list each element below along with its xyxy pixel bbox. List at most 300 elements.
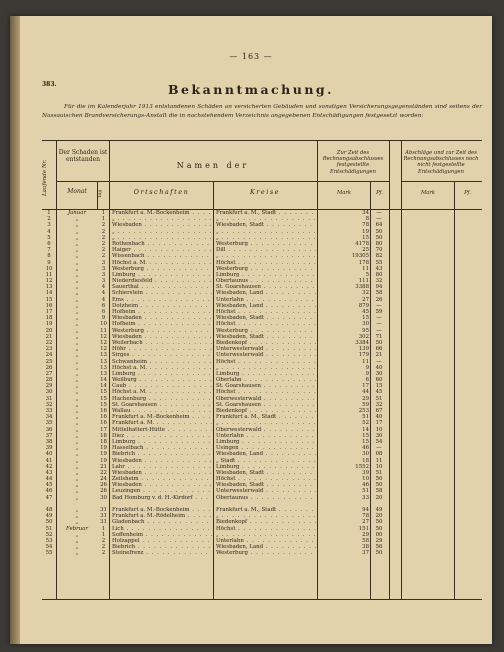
- cell-tag: 2: [101, 240, 106, 247]
- cell-ort: Sauerthal . . .: [112, 284, 212, 290]
- cell-pf: 80: [375, 271, 383, 278]
- cell-ort: Steinefrenz . . .: [112, 550, 212, 556]
- cell-tag: 6: [101, 302, 106, 309]
- cell-monat: „: [75, 488, 79, 495]
- cell-mark: 111: [358, 278, 369, 285]
- cell-lfd: 3: [47, 222, 51, 229]
- cell-lfd: 5: [47, 234, 51, 241]
- cell-lfd: 48: [45, 507, 53, 513]
- cell-pf: 50: [375, 482, 383, 489]
- cell-pf: 00: [375, 531, 383, 538]
- cell-monat: „: [75, 284, 79, 291]
- cell-mark: 39: [362, 469, 369, 476]
- cell-lfd: 26: [45, 364, 53, 371]
- cell-tag: 2: [101, 247, 106, 254]
- cell-ort: „ . . .: [112, 235, 212, 241]
- cell-kreis: Höchst . . .: [216, 321, 316, 327]
- header-kreise: Kreise: [249, 188, 281, 196]
- cell-pf: 50: [375, 519, 383, 526]
- cell-mark: 9: [365, 370, 369, 377]
- cell-tag: 1: [101, 216, 106, 223]
- cell-mark: 46: [362, 482, 369, 489]
- cell-monat: „: [75, 333, 79, 340]
- cell-ort: Westerburg . . .: [112, 328, 212, 334]
- cell-pf: 30: [375, 370, 383, 377]
- cell-pf: 45: [375, 389, 383, 396]
- cell-mark: 15: [362, 432, 369, 439]
- cell-tag: 26: [100, 488, 107, 495]
- cell-monat: „: [75, 339, 79, 346]
- cell-ort: Sirges . . .: [112, 352, 212, 358]
- cell-lfd: 29: [45, 383, 53, 390]
- cell-tag: 1: [101, 531, 106, 538]
- cell-pf: —: [376, 302, 382, 309]
- cell-kreis: Limburg . . .: [216, 272, 316, 278]
- cell-tag: 2: [101, 222, 106, 229]
- cell-mark: 37: [362, 550, 369, 557]
- cell-tag: 4: [101, 290, 106, 297]
- cell-kreis: Wiesbaden, Land . . .: [216, 451, 316, 457]
- cell-pf: 56: [375, 544, 383, 551]
- cell-mark: 95: [362, 327, 369, 334]
- cell-kreis: Wiesbaden, Stadt . . .: [216, 470, 316, 476]
- cell-ort: Leuzingen . . .: [112, 488, 212, 494]
- cell-mark: 11: [362, 265, 369, 272]
- cell-monat: „: [75, 420, 79, 427]
- cell-pf: 40: [375, 364, 383, 371]
- cell-lfd: 2: [47, 216, 51, 223]
- cell-kreis: Limburg . . .: [216, 371, 316, 377]
- cell-pf: 20: [375, 513, 383, 520]
- cell-mark: 29: [362, 531, 369, 538]
- cell-ort: Holzappel . . .: [112, 538, 212, 544]
- cell-ort: Dotzheim . . .: [112, 303, 212, 309]
- cell-kreis: St. Goarshausen . . .: [216, 402, 316, 408]
- cell-pf: 32: [375, 278, 383, 285]
- cell-ort: Frankfurt a. M.-Bockenheim . . .: [112, 414, 212, 420]
- cell-mark: 10: [362, 476, 369, 483]
- cell-ort: „ . . .: [112, 216, 212, 222]
- cell-ort: Gladenbach . . .: [112, 519, 212, 525]
- cell-pf: 60: [375, 377, 383, 384]
- cell-pf: 49: [375, 507, 383, 513]
- cell-lfd: 49: [45, 513, 53, 520]
- cell-pf: 50: [375, 234, 383, 241]
- cell-lfd: 10: [45, 265, 53, 272]
- cell-monat: „: [75, 259, 79, 266]
- cell-mark: 78: [362, 222, 369, 229]
- cell-lfd: 1: [47, 210, 51, 216]
- cell-monat: „: [75, 476, 79, 483]
- cell-kreis: „ . . .: [216, 532, 316, 538]
- cell-kreis: Höchst . . .: [216, 526, 316, 532]
- cell-lfd: 52: [45, 531, 53, 538]
- cell-tag: 26: [100, 482, 107, 489]
- cell-mark: 302: [358, 333, 369, 340]
- cell-monat: Februar: [66, 525, 88, 532]
- cell-tag: 3: [101, 271, 106, 278]
- cell-pf: 70: [375, 247, 383, 254]
- cell-tag: 15: [100, 395, 107, 402]
- cell-tag: 1: [101, 525, 106, 532]
- cell-mark: 30: [362, 321, 369, 328]
- cell-mark: 139: [358, 346, 369, 353]
- cell-ort: Wallau . . .: [112, 408, 212, 414]
- cell-kreis: „ . . .: [216, 513, 316, 519]
- cell-ort: Biebrich . . .: [112, 451, 212, 457]
- cell-ort: Hofheim . . .: [112, 321, 212, 327]
- cell-monat: „: [75, 321, 79, 328]
- cell-kreis: Limburg . . .: [216, 464, 316, 470]
- header-abschlag: Abschläge und zur Zeit des Rechnungsabschlusses noch nicht festgestellte Entschädigungen: [403, 150, 479, 175]
- cell-mark: 18: [362, 457, 369, 464]
- cell-tag: 18: [100, 438, 107, 445]
- table-row: [42, 550, 482, 556]
- cell-lfd: 30: [45, 389, 53, 396]
- cell-tag: 24: [100, 476, 107, 483]
- compensation-table: [42, 140, 482, 600]
- cell-pf: 55: [375, 259, 383, 266]
- cell-lfd: 11: [45, 271, 53, 278]
- cell-ort: Niederdiesfeld . . .: [112, 278, 212, 284]
- cell-lfd: 54: [45, 544, 53, 551]
- cell-lfd: 15: [45, 296, 53, 303]
- cell-pf: 51: [375, 469, 383, 476]
- cell-ort: „ . . .: [112, 229, 212, 235]
- header-lfd: Laufende Nr.: [42, 159, 48, 197]
- header-rule: [57, 181, 109, 182]
- cell-monat: „: [75, 494, 79, 501]
- cell-kreis: Usingen . . .: [216, 445, 316, 451]
- cell-pf: 40: [375, 414, 383, 421]
- cell-monat: „: [75, 302, 79, 309]
- cell-lfd: 16: [45, 302, 53, 309]
- cell-tag: 17: [100, 426, 107, 433]
- cell-lfd: 33: [45, 408, 53, 414]
- cell-lfd: 27: [45, 370, 53, 377]
- cell-mark: 30: [362, 451, 369, 458]
- cell-ort: Wiesbaden . . .: [112, 458, 212, 464]
- cell-pf: 50: [375, 476, 383, 483]
- cell-monat: „: [75, 383, 79, 390]
- cell-tag: 9: [101, 315, 106, 322]
- cell-lfd: 22: [45, 339, 53, 346]
- document-page: [10, 16, 492, 644]
- cell-tag: 19: [100, 445, 107, 452]
- cell-kreis: Westerburg . . .: [216, 328, 316, 334]
- cell-kreis: Obertaunus . . .: [216, 495, 316, 501]
- cell-ort: Soffenheim . . .: [112, 532, 212, 538]
- cell-ort: Limburg . . .: [112, 439, 212, 445]
- cell-monat: „: [75, 401, 79, 408]
- cell-pf: 29: [375, 537, 383, 544]
- cell-mark: 51: [362, 488, 369, 495]
- cell-monat: „: [75, 290, 79, 297]
- cell-pf: 66: [375, 346, 383, 353]
- cell-mark: 32: [362, 290, 369, 297]
- cell-kreis: Biedenkopf . . .: [216, 340, 316, 346]
- cell-lfd: 4: [47, 228, 51, 235]
- cell-mark: 27: [362, 519, 369, 526]
- cell-lfd: 7: [47, 247, 51, 254]
- cell-monat: „: [75, 358, 79, 365]
- cell-pf: 50: [375, 228, 383, 235]
- cell-pf: 51: [375, 395, 383, 402]
- cell-lfd: 23: [45, 346, 53, 353]
- cell-ort: Höchst a. M. . . .: [112, 260, 212, 266]
- cell-tag: 2: [101, 253, 106, 260]
- cell-kreis: Dill . . .: [216, 247, 316, 253]
- cell-kreis: Wiesbaden, Land . . .: [216, 303, 316, 309]
- cell-mark: 3388: [355, 284, 369, 291]
- cell-kreis: Unterlahn . . .: [216, 433, 316, 439]
- cell-lfd: 43: [45, 469, 53, 476]
- cell-pf: 80: [375, 240, 383, 247]
- header-monat: Monat: [67, 188, 87, 195]
- cell-mark: 879: [358, 302, 369, 309]
- cell-kreis: Wiesbaden, Stadt . . .: [216, 334, 316, 340]
- cell-lfd: 25: [45, 358, 53, 365]
- cell-lfd: 24: [45, 352, 53, 359]
- cell-ort: Lich . . .: [112, 526, 212, 532]
- cell-ort: Mittelhattert-Hütte . . .: [112, 427, 212, 433]
- cell-tag: 4: [101, 296, 106, 303]
- cell-monat: „: [75, 469, 79, 476]
- cell-ort: Westerburg . . .: [112, 266, 212, 272]
- cell-tag: 13: [100, 370, 107, 377]
- cell-ort: Weilburg . . .: [112, 377, 212, 383]
- cell-pf: 50: [375, 550, 383, 557]
- cell-kreis: Wiesbaden, Land . . .: [216, 544, 316, 550]
- cell-pf: 58: [375, 488, 383, 495]
- cell-lfd: 9: [47, 259, 51, 266]
- cell-monat: „: [75, 451, 79, 458]
- header-rule: [401, 181, 482, 182]
- header-tag: Tag: [98, 189, 103, 199]
- cell-tag: 16: [100, 414, 107, 421]
- book-spine: [10, 16, 20, 644]
- cell-mark: 14: [362, 426, 369, 433]
- cell-mark: 6: [365, 377, 369, 384]
- cell-monat: „: [75, 228, 79, 235]
- cell-pf: 71: [375, 333, 383, 340]
- cell-ort: Höchst a. M. . . .: [112, 389, 212, 395]
- header-pf: Pf.: [464, 190, 471, 196]
- cell-kreis: „ . . .: [216, 253, 316, 259]
- cell-mark: 15: [362, 315, 369, 322]
- cell-tag: 19: [100, 457, 107, 464]
- cell-ort: Hachenburg . . .: [112, 396, 212, 402]
- cell-mark: 51: [362, 414, 369, 421]
- header-rule: [109, 181, 317, 182]
- cell-kreis: Frankfurt a. M., Stadt . . .: [216, 210, 316, 216]
- cell-mark: 253: [358, 408, 369, 414]
- cell-mark: 15: [362, 234, 369, 241]
- cell-lfd: 55: [45, 550, 53, 557]
- cell-pf: 26: [375, 296, 383, 303]
- cell-kreis: Biedenkopf . . .: [216, 519, 316, 525]
- cell-tag: 13: [100, 358, 107, 365]
- cell-tag: 2: [101, 550, 106, 557]
- cell-pf: 20: [375, 494, 383, 501]
- cell-tag: 13: [100, 364, 107, 371]
- cell-kreis: Unterwesterwald . . .: [216, 352, 316, 358]
- cell-mark: 1552: [355, 463, 369, 470]
- cell-pf: 67: [375, 408, 383, 414]
- cell-ort: Wiesbaden . . .: [112, 470, 212, 476]
- cell-monat: „: [75, 408, 79, 414]
- header-mark: Mark: [336, 190, 352, 196]
- cell-monat: „: [75, 438, 79, 445]
- cell-mark: 9: [365, 364, 369, 371]
- cell-kreis: „ . . .: [216, 420, 316, 426]
- cell-tag: 10: [100, 321, 107, 328]
- cell-ort: Wiesbaden . . .: [112, 482, 212, 488]
- cell-pf: 30: [375, 432, 383, 439]
- cell-kreis: St. Goarshausen . . .: [216, 383, 316, 389]
- cell-tag: 15: [100, 401, 107, 408]
- cell-monat: „: [75, 240, 79, 247]
- cell-kreis: Westerburg . . .: [216, 266, 316, 272]
- cell-tag: 14: [100, 383, 107, 390]
- cell-monat: „: [75, 507, 79, 513]
- cell-monat: „: [75, 550, 79, 557]
- cell-lfd: 19: [45, 321, 53, 328]
- cell-ort: St. Goarshausen . . .: [112, 402, 212, 408]
- cell-monat: „: [75, 377, 79, 384]
- cell-kreis: Höchst . . .: [216, 309, 316, 315]
- cell-monat: „: [75, 222, 79, 229]
- cell-pf: —: [376, 210, 382, 216]
- page-title: Bekanntmachung.: [167, 82, 335, 97]
- cell-monat: „: [75, 463, 79, 470]
- cell-kreis: „ . . .: [216, 216, 316, 222]
- cell-ort: Schwanheim . . .: [112, 359, 212, 365]
- cell-lfd: 17: [45, 309, 53, 315]
- cell-mark: 5: [365, 271, 369, 278]
- cell-mark: 52: [362, 420, 369, 427]
- cell-tag: 4: [101, 284, 106, 291]
- cell-mark: 179: [358, 352, 369, 359]
- cell-kreis: Obertaunus . . .: [216, 278, 316, 284]
- cell-tag: 31: [100, 513, 107, 520]
- cell-monat: „: [75, 346, 79, 353]
- cell-lfd: 53: [45, 537, 53, 544]
- cell-mark: 19305: [351, 253, 369, 260]
- cell-kreis: Unterlahn . . .: [216, 297, 316, 303]
- cell-monat: „: [75, 537, 79, 544]
- cell-monat: „: [75, 370, 79, 377]
- cell-pf: 11: [375, 457, 383, 464]
- cell-kreis: „ . . .: [216, 235, 316, 241]
- cell-tag: 21: [100, 463, 107, 470]
- cell-mark: 25: [362, 247, 369, 254]
- cell-lfd: 38: [45, 438, 53, 445]
- cell-mark: 17: [362, 383, 369, 390]
- cell-lfd: 44: [45, 476, 53, 483]
- header-zeit: Zur Zeit des Rechnungsabschlusses festgestellte Entschädigungen: [322, 150, 384, 175]
- cell-monat: „: [75, 457, 79, 464]
- cell-monat: „: [75, 531, 79, 538]
- cell-kreis: Höchst . . .: [216, 389, 316, 395]
- cell-mark: 94: [362, 507, 369, 513]
- cell-pf: —: [376, 358, 382, 365]
- cell-monat: „: [75, 247, 79, 254]
- cell-monat: „: [75, 296, 79, 303]
- cell-tag: 19: [100, 451, 107, 458]
- cell-tag: 3: [101, 278, 106, 285]
- cell-pf: —: [376, 315, 382, 322]
- cell-tag: 3: [101, 259, 106, 266]
- cell-tag: 30: [100, 494, 107, 501]
- cell-lfd: 21: [45, 333, 53, 340]
- cell-ort: Haiger . . .: [112, 247, 212, 253]
- cell-kreis: Oberwesterwald . . .: [216, 396, 316, 402]
- cell-monat: „: [75, 426, 79, 433]
- cell-monat: „: [75, 271, 79, 278]
- cell-ort: Diez . . .: [112, 433, 212, 439]
- cell-tag: 3: [101, 265, 106, 272]
- cell-tag: 22: [100, 469, 107, 476]
- cell-mark: 34: [362, 210, 369, 216]
- cell-tag: 2: [101, 537, 106, 544]
- cell-tag: 12: [100, 333, 107, 340]
- cell-kreis: Wiesbaden, Stadt . . .: [216, 222, 316, 228]
- cell-ort: Ems . . .: [112, 297, 212, 303]
- cell-monat: „: [75, 315, 79, 322]
- cell-ort: Frankfurt a. M. . . .: [112, 420, 212, 426]
- cell-lfd: 47: [45, 494, 53, 501]
- cell-lfd: 20: [45, 327, 53, 334]
- cell-ort: Höhr . . .: [112, 346, 212, 352]
- cell-tag: 13: [100, 352, 107, 359]
- cell-pf: —: [376, 216, 382, 223]
- cell-ort: Hasselbach . . .: [112, 445, 212, 451]
- cell-monat: „: [75, 278, 79, 285]
- cell-ort: Wiesbaden . . .: [112, 222, 212, 228]
- cell-pf: 21: [375, 352, 383, 359]
- cell-mark: 27: [362, 296, 369, 303]
- cell-mark: 11: [362, 358, 369, 365]
- cell-lfd: 46: [45, 488, 53, 495]
- cell-mark: 29: [362, 395, 369, 402]
- header-ortschaften: Ortschaften: [133, 188, 190, 196]
- cell-tag: 15: [100, 389, 107, 396]
- cell-mark: 59: [362, 401, 369, 408]
- cell-kreis: Oberlahn . . .: [216, 377, 316, 383]
- section-number: 383.: [42, 81, 57, 88]
- cell-kreis: Wiesbaden, Stadt . . .: [216, 482, 316, 488]
- cell-mark: 78: [362, 513, 369, 520]
- cell-lfd: 18: [45, 315, 53, 322]
- cell-monat: „: [75, 234, 79, 241]
- cell-lfd: 6: [47, 240, 51, 247]
- intro-paragraph: Für die im Kalenderjahr 1913 entstandenen Schäden an versicherten Gebäuden und sonstigen Versicherungsgegenständen sind seitens der Nassauischen Brandversicherungs-Anstalt die in nachstehendem Verzeichnis angegebenen Entschädigungen festgesetzt worden:: [42, 104, 482, 119]
- cell-pf: —: [376, 321, 382, 328]
- cell-monat: „: [75, 265, 79, 272]
- cell-lfd: 14: [45, 290, 53, 297]
- cell-ort: Frankfurt a. M.-Bockenheim . . .: [112, 210, 212, 216]
- cell-ort: Caub . . .: [112, 383, 212, 389]
- cell-mark: 45: [362, 309, 369, 315]
- cell-pf: 43: [375, 265, 383, 272]
- header-namen: Namen der: [176, 161, 250, 170]
- cell-monat: „: [75, 395, 79, 402]
- cell-pf: 82: [375, 253, 383, 260]
- cell-monat: „: [75, 389, 79, 396]
- cell-tag: 16: [100, 408, 107, 414]
- cell-pf: 08: [375, 451, 383, 458]
